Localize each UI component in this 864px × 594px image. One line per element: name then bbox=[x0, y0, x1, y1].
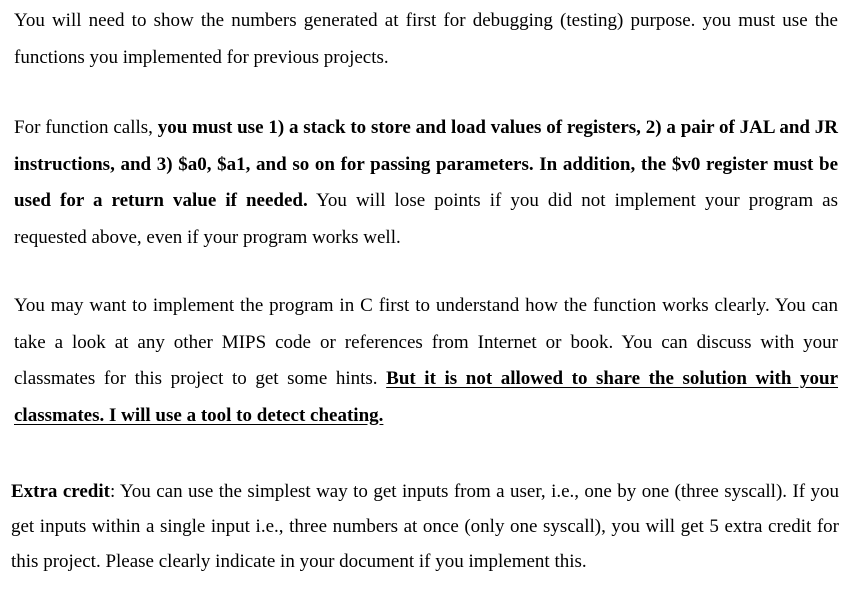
paragraph-debugging-text: You will need to show the numbers generated at first for debugging (testing) purpose. you must use the functions you implemented for previous projects. bbox=[14, 10, 838, 68]
paragraph-debugging bbox=[14, 3, 838, 76]
function-calls-penalty: You will lose points if you did not implement your program as requested above, even if your program works well. bbox=[14, 190, 838, 248]
extra-credit-text: : You can use the simplest way to get inputs from a user, i.e., one by one (three syscall). If you get inputs within a single input i.e., three numbers at once (only one syscall), you will get 5 extra credit for this project. Please clearly indicate in your document if you implement this. bbox=[11, 481, 840, 572]
cheating-warning: But it is not allowed to share the solution with your classmates. I will use a tool to detect cheating. bbox=[14, 368, 839, 426]
collaboration-text: You may want to implement the program in C first to understand how the function works clearly. You can take a look at any other MIPS code or references from Internet or book. You can discuss with your classmates for this project to get some hints. bbox=[14, 295, 838, 389]
paragraph-extra-credit bbox=[11, 474, 839, 579]
function-calls-requirements: you must use 1) a stack to store and load values of registers, 2) a pair of JAL and JR instructions, and 3) $a0, $a1, and so on for passing parameters. In addition, the $v0 register must be used for a return value if needed. bbox=[14, 117, 838, 211]
function-calls-intro: For function calls, bbox=[14, 117, 158, 138]
paragraph-function-calls bbox=[14, 110, 838, 256]
extra-credit-label: Extra credit bbox=[11, 481, 110, 502]
paragraph-collaboration bbox=[14, 288, 838, 434]
